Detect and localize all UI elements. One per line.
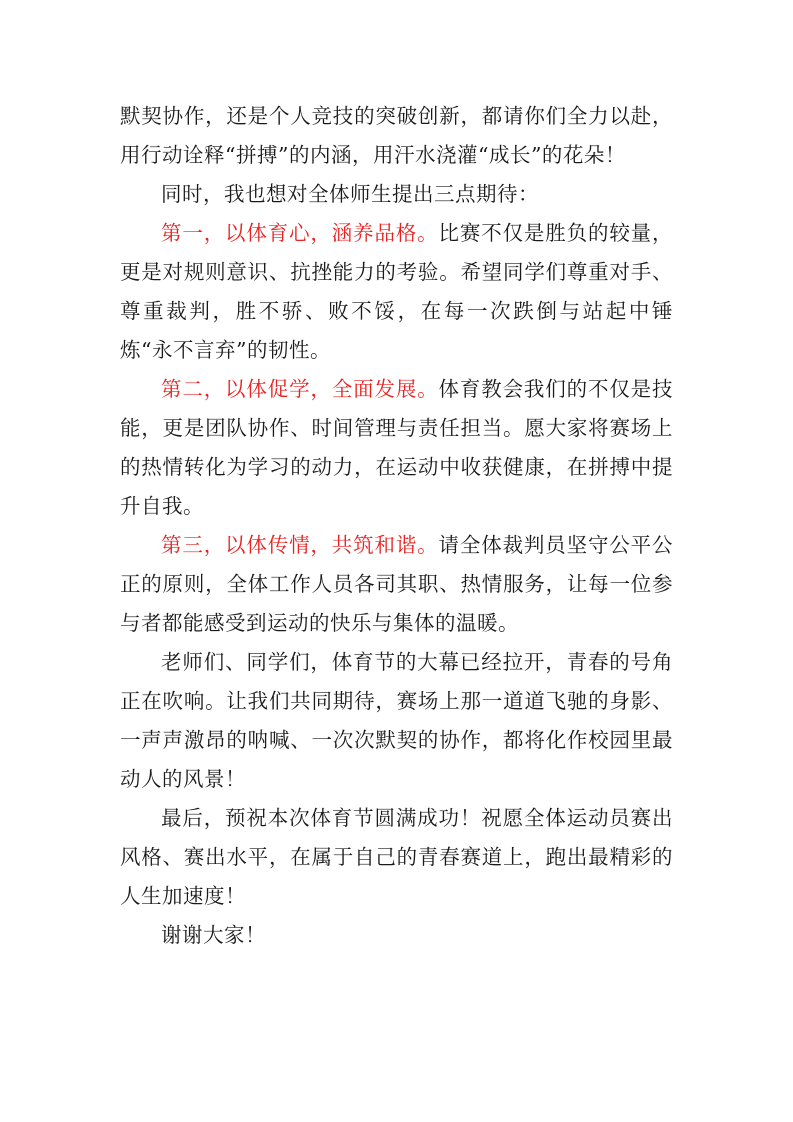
expectation-heading: 第三，以体传情，共筑和谐。 — [161, 533, 439, 557]
paragraph-text: 请全体裁判员坚守公平公正的原则，全体工作人员各司其职、热情服务，让每一位参与者都能感受到运动的快乐与集体的温暖。 — [120, 533, 674, 635]
paragraph-text: 默契协作，还是个人竞技的突破创新，都请你们全力以赴，用行动诠释“拼搏”的内涵，用汗水浇灌“成长”的花朵！ — [120, 104, 673, 167]
paragraph-wishes — [120, 799, 673, 916]
paragraph-expectation-third — [120, 526, 673, 643]
expectation-heading: 第二，以体促学，全面发展。 — [161, 377, 439, 401]
paragraph-text: 谢谢大家！ — [161, 923, 266, 947]
paragraph-address — [120, 643, 673, 799]
paragraph-continuation — [120, 97, 673, 175]
paragraph-text: 同时，我也想对全体师生提出三点期待： — [161, 182, 539, 206]
paragraph-text: 比赛不仅是胜负的较量，更是对规则意识、抗挫能力的考验。希望同学们尊重对手、尊重裁判，胜不骄、败不馁，在每一次跌倒与站起中锤炼“永不言弃”的韧性。 — [120, 221, 674, 362]
paragraph-thanks — [120, 916, 673, 955]
paragraph-text: 体育教会我们的不仅是技能，更是团队协作、时间管理与责任担当。愿大家将赛场上的热情转化为学习的动力，在运动中收获健康，在拼搏中提升自我。 — [120, 377, 674, 518]
paragraph-text: 老师们、同学们，体育节的大幕已经拉开，青春的号角正在吹响。让我们共同期待，赛场上那一道道飞驰的身影、一声声激昂的呐喊、一次次默契的协作，都将化作校园里最动人的风景！ — [120, 650, 673, 791]
paragraph-expectation-first — [120, 214, 673, 370]
expectation-heading: 第一，以体育心，涵养品格。 — [161, 221, 439, 245]
paragraph-expectations-intro — [120, 175, 673, 214]
document-page — [120, 97, 673, 955]
paragraph-expectation-second — [120, 370, 673, 526]
paragraph-text: 最后，预祝本次体育节圆满成功！祝愿全体运动员赛出风格、赛出水平，在属于自己的青春赛道上，跑出最精彩的人生加速度！ — [120, 806, 673, 908]
